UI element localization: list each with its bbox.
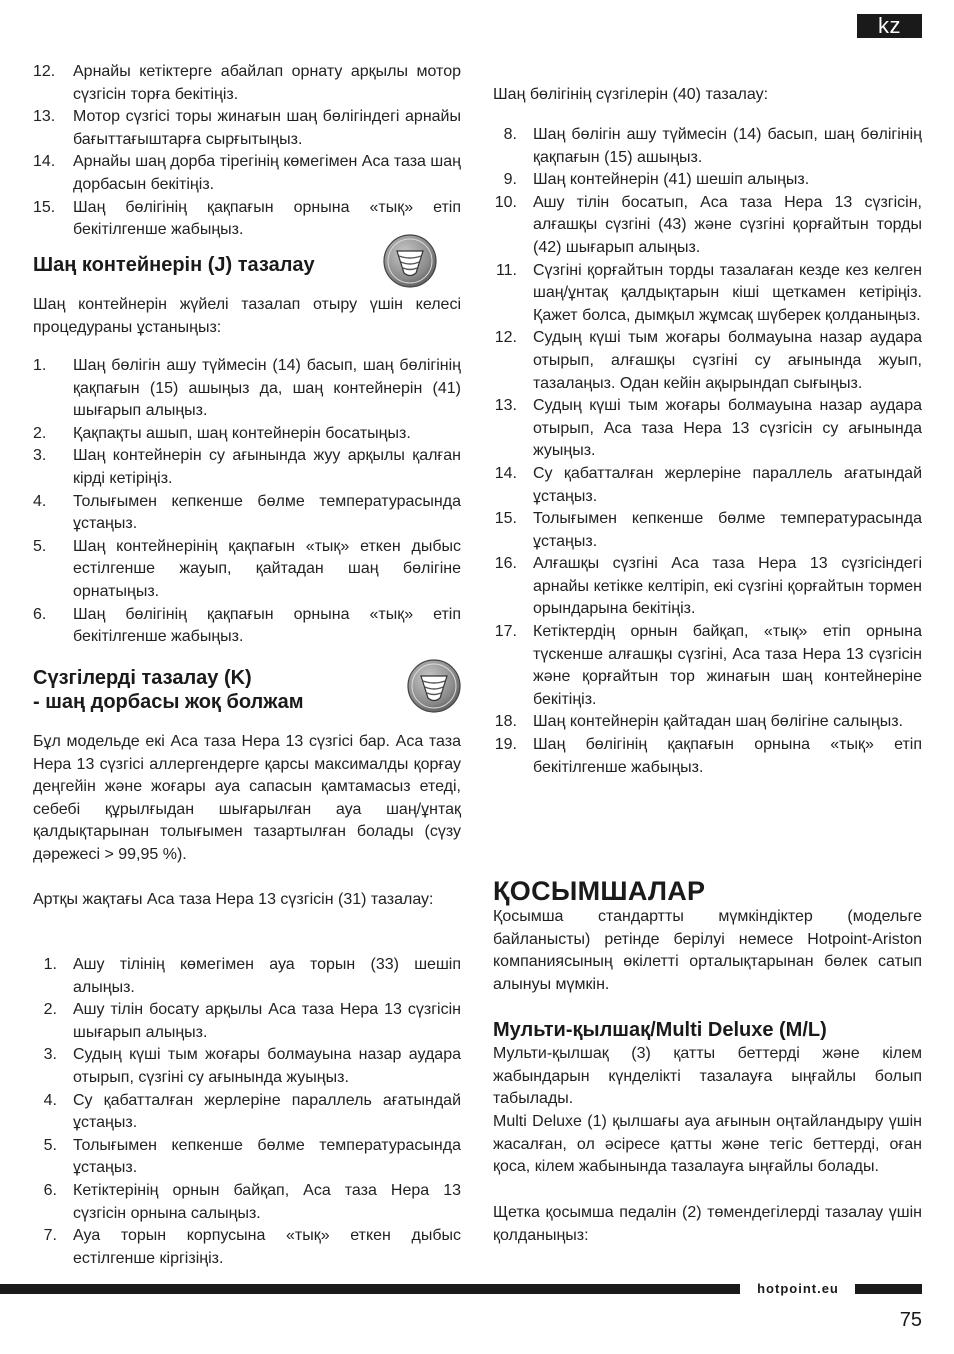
list-item: 1. Ашу тілінің көмегімен ауа торын (33) шешіп алыңыз.: [43, 956, 461, 996]
list-item: 14. Су қабатталған жерлеріне параллель ағатындай ұстаңыз.: [494, 464, 922, 505]
filter-intro: Бұл модельде екі Аса таза Нера 13 сүзгісі бар. Аса таза Нера 13 сүзгісі аллергендерге қарсы максималды қорғау деңгейін және жоғары ауа сапасын қамтамасыз етеді, себебі құрылғыдан шығарылған ауа шаң/ұнтақ қалдықтарынан толығымен тазартылған болады (сүзу дәрежесі > 99,95 %).: [33, 733, 461, 863]
list-item: 10. Ашу тілін босатып, Аса таза Нера 13 сүзгісін, алғашқы сүзгіні (43) және сүзгіні қорғайтын торды (42) шығарып алыңыз.: [494, 193, 922, 256]
footer-bar-right: [855, 1284, 922, 1294]
list-item: 1. Шаң бөлігін ашу түймесін (14) басып, шаң бөлігінің қақпағын (15) ашыңыз да, шаң контейнерін (41) шығарып алыңыз.: [33, 357, 461, 420]
dust-container-steps: [33, 355, 461, 649]
list-item: 7. Ауа торын корпусына «тық» еткен дыбыс естілгенше кіргізіңіз.: [43, 1227, 461, 1267]
list-item: 6. Шаң бөлігінің қақпағын орнына «тық» етіп бекітілгенше жабыңыз.: [33, 605, 461, 646]
list-item: 4. Су қабатталған жерлеріне параллель ағатындай ұстаңыз.: [43, 1091, 461, 1132]
dust-container-intro: Шаң контейнерін жүйелі тазалап отыру үшін келесі процедураны ұстаныңыз:: [33, 296, 461, 336]
list-item: 17. Кетіктердің орнын байқап, «тық» етіп орнына түскенше алғашқы сүзгіні, Аса таза Нера 13 сүзгісін және қорғайтын тор жинағын шаң контейнеріне бекітіңіз.: [494, 623, 922, 708]
list-item: 3. Судың күші тым жоғары болмауына назар аудара отырып, сүзгіні су ағынында жуыңыз.: [43, 1046, 461, 1086]
rear-filter-subheading: Артқы жақтағы Аса таза Нера 13 сүзгісін (31) тазалау:: [33, 891, 434, 908]
page-number: 75: [899, 1309, 922, 1331]
footer-website: hotpoint.eu: [757, 1281, 839, 1296]
multi-deluxe-p2: Multi Deluxe (1) қылшағы ауа ағынын оңтайландыру үшін жасалған, ол әсіресе қатты және тегіс беттерді, оған қоса, кілем жабынында тазалауға ыңғайлы болады.: [493, 1113, 922, 1176]
multi-brush-p1: Мульти-қылшақ (3) қатты беттерді және кілем жабындарын күнделікті тазалауға ыңғайлы болып табылады.: [493, 1045, 922, 1108]
list-item: 12. Судың күші тым жоғары болмауына назар аудара отырып, алғашқы сүзгіні су ағынында жуып, тазалаңыз. Одан кейін ақырындап сығыңыз.: [494, 329, 922, 392]
list-item: 19. Шаң бөлігінің қақпағын орнына «тық» етіп бекітілгенше жабыңыз.: [494, 736, 922, 776]
list-item: 2. Қақпақты ашып, шаң контейнерін босатыңыз.: [33, 424, 411, 442]
list-item: 15. Шаң бөлігінің қақпағын орнына «тық» етіп бекітілгенше жабыңыз.: [33, 198, 461, 239]
list-item: 16. Алғашқы сүзгіні Аса таза Нера 13 сүзгісіндегі арнайы кетікке келтіріп, екі сүзгіні қорғайтын тормен орындарына бекітіңіз.: [494, 555, 922, 618]
language-badge: kz: [857, 14, 922, 38]
list-item: 18. Шаң контейнерін қайтадан шаң бөлігіне салыңыз.: [494, 713, 903, 731]
filter-cleaning-heading-line1: Сүзгілерді тазалау (K): [33, 667, 252, 689]
multi-brush-heading: Мульти-қылшақ/Multi Deluxe (M/L): [493, 1019, 827, 1041]
filter-steps-list-continued: [33, 61, 461, 242]
list-item: 15. Толығымен кепкенше бөлме температурасында ұстаңыз.: [494, 510, 922, 550]
footer-bar-left: [0, 1284, 740, 1294]
dust-compartment-filter-intro: Шаң бөлігінің сүзгілерін (40) тазалау:: [493, 86, 769, 103]
list-item: 5. Шаң контейнерінің қақпағын «тық» еткен дыбыс естілгенше жауып, қайтадан шаң бөлігіне орнатыңыз.: [33, 537, 461, 600]
list-item: 13. Мотор сүзгісі торы жинағын шаң бөлігіндегі арнайы бағыттағыштарға сырғытыңыз.: [33, 108, 461, 148]
list-item: 2. Ашу тілін босату арқылы Аса таза Нера 13 сүзгісін шығарып алыңыз.: [43, 1001, 461, 1041]
dust-container-heading: Шаң контейнерін (J) тазалау: [33, 254, 315, 276]
list-item: 14. Арнайы шаң дорба тірегінің көмегімен Аса таза шаң дорбасын бекітіңіз.: [33, 153, 461, 193]
list-item: 9. Шаң контейнерін (41) шешіп алыңыз.: [503, 171, 810, 189]
list-item: 6. Кетіктерінің орнын байқап, Аса таза Нера 13 сүзгісін орнына салыңыз.: [43, 1181, 461, 1222]
list-item: 5. Толығымен кепкенше бөлме температурасында ұстаңыз.: [43, 1136, 461, 1177]
list-item: 3. Шаң контейнерін су ағынында жуу арқылы қалған кірді кетіріңіз.: [33, 447, 461, 487]
dust-compartment-filter-steps: [493, 124, 922, 779]
list-item: 11. Сүзгіні қорғайтын торды тазалаған кезде кез келген шаң/ұнтақ қалдықтарын кіші щеткамен кетіріңіз. Қажет болса, дымқыл жұмсақ шүберек қолданыңыз.: [495, 261, 922, 324]
filter-cleaning-heading: [33, 666, 304, 714]
rear-filter-steps: [33, 954, 461, 1270]
dust-container-icon: [383, 234, 437, 288]
list-item: 4. Толығымен кепкенше бөлме температурасында ұстаңыз.: [33, 492, 461, 533]
list-item: 13. Судың күші тым жоғары болмауына назар аудара отырып, Аса таза Нера 13 сүзгісін су ағынында жуыңыз.: [494, 397, 922, 460]
list-item: 12. Арнайы кетіктерге абайлап орнату арқылы мотор сүзгісін торға бекітіңіз.: [33, 63, 461, 103]
filter-cleaning-heading-line2: - шаң дорбасы жоқ болжам: [33, 691, 304, 713]
filter-icon: [407, 659, 461, 713]
accessories-text: Қосымша стандартты мүмкіндіктер (модельге байланысты) ретінде берілуі немесе Hotpoint-Ariston компаниясының өкілетті орталықтарынан бөлек сатып алынуы мүмкін.: [493, 908, 922, 993]
pedal-p3: Щетка қосымша педалін (2) төмендегілерді тазалау үшін қолданыңыз:: [493, 1204, 922, 1244]
accessories-heading: ҚОСЫМШАЛАР: [493, 876, 706, 906]
list-item: 8. Шаң бөлігін ашу түймесін (14) басып, шаң бөлігінің қақпағын (15) ашыңыз.: [503, 126, 922, 166]
